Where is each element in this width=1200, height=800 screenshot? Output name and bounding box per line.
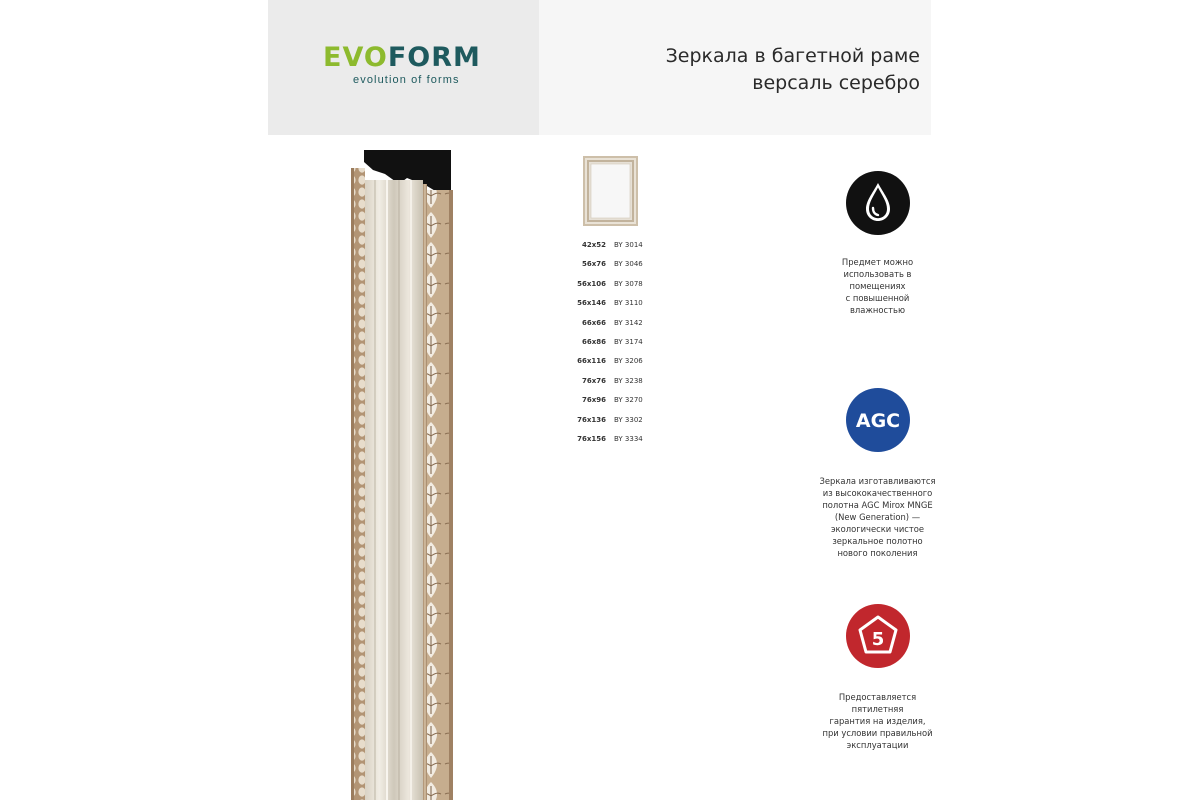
feature-text-line: из высококачественного [822, 488, 933, 498]
size-code: BY 3078 [614, 279, 643, 288]
agc-logo-icon [845, 387, 911, 453]
feature-humidity-text [810, 256, 945, 316]
feature-text-line: зеркальное полотно [832, 536, 923, 546]
size-dimensions: 76x156 [577, 434, 606, 443]
size-dimensions: 56x106 [577, 279, 606, 288]
size-row [560, 257, 670, 276]
feature-text-line: нового поколения [837, 548, 918, 558]
brand-tagline: evolution of forms [353, 74, 460, 86]
feature-text-line: (New Generation) — [834, 512, 921, 522]
feature-text-line: использовать в [843, 269, 912, 279]
warranty-years-label: 5 [871, 629, 884, 650]
feature-text-line: с повышенной [845, 293, 910, 303]
size-row [560, 354, 670, 373]
size-dimensions: 76x76 [582, 376, 606, 385]
size-code: BY 3270 [614, 396, 643, 405]
size-row [560, 296, 670, 315]
size-code: BY 3302 [614, 415, 643, 424]
size-row [560, 335, 670, 354]
feature-text-line: Предоставляется [838, 692, 917, 702]
size-dimensions: 66x116 [577, 357, 606, 366]
feature-agc-text [810, 475, 945, 559]
size-row [560, 316, 670, 335]
feature-text-line: влажностью [849, 305, 906, 315]
feature-text-line: помещениях [849, 281, 906, 291]
size-code: BY 3206 [614, 357, 643, 366]
size-dimensions: 66x66 [582, 318, 606, 327]
size-row [560, 432, 670, 451]
feature-text-line: Предмет можно [841, 257, 914, 267]
feature-humidity [810, 170, 945, 316]
feature-text-line: при условии правильной [822, 728, 933, 738]
mirror-thumbnail [583, 156, 638, 226]
feature-warranty [810, 603, 945, 751]
size-row [560, 374, 670, 393]
title-line-1: Зеркала в багетной раме [665, 45, 920, 67]
brand-name [323, 42, 483, 74]
size-code: BY 3174 [614, 337, 643, 346]
feature-text-line: полотна AGC Mirox MNGE [822, 500, 933, 510]
brand-name-part2: FORM [387, 42, 481, 73]
size-row [560, 393, 670, 412]
agc-logo-label: AGC [855, 410, 900, 432]
size-code: BY 3142 [614, 318, 643, 327]
feature-text-line: пятилетняя [851, 704, 904, 714]
page-title [620, 43, 920, 97]
size-row [560, 238, 670, 257]
feature-text-line: Зеркала изготавливаются [819, 476, 936, 486]
feature-text-line: экологически чистое [830, 524, 925, 534]
size-code: BY 3110 [614, 299, 643, 308]
size-code: BY 3014 [614, 241, 643, 249]
brand-logo [323, 42, 483, 86]
sizes-list [560, 238, 670, 451]
size-dimensions: 56x146 [577, 299, 606, 308]
baguette-profile-image [347, 150, 455, 800]
feature-agc [810, 387, 945, 559]
water-drop-icon [845, 170, 911, 236]
size-dimensions: 76x96 [582, 396, 606, 405]
size-code: BY 3334 [614, 434, 643, 443]
feature-warranty-text [810, 691, 945, 751]
size-dimensions: 56x76 [582, 260, 606, 269]
size-dimensions: 76x136 [577, 415, 606, 424]
size-dimensions: 66x86 [582, 337, 606, 346]
size-code: BY 3046 [614, 260, 643, 269]
size-row [560, 277, 670, 296]
size-code: BY 3238 [614, 376, 643, 385]
feature-text-line: гарантия на изделия, [829, 716, 926, 726]
size-dimensions: 42x52 [582, 241, 606, 249]
brand-name-part1: EVO [323, 42, 388, 73]
warranty-5-icon [845, 603, 911, 669]
feature-text-line: эксплуатации [846, 740, 909, 750]
size-row [560, 413, 670, 432]
title-line-2: версаль серебро [752, 72, 920, 94]
